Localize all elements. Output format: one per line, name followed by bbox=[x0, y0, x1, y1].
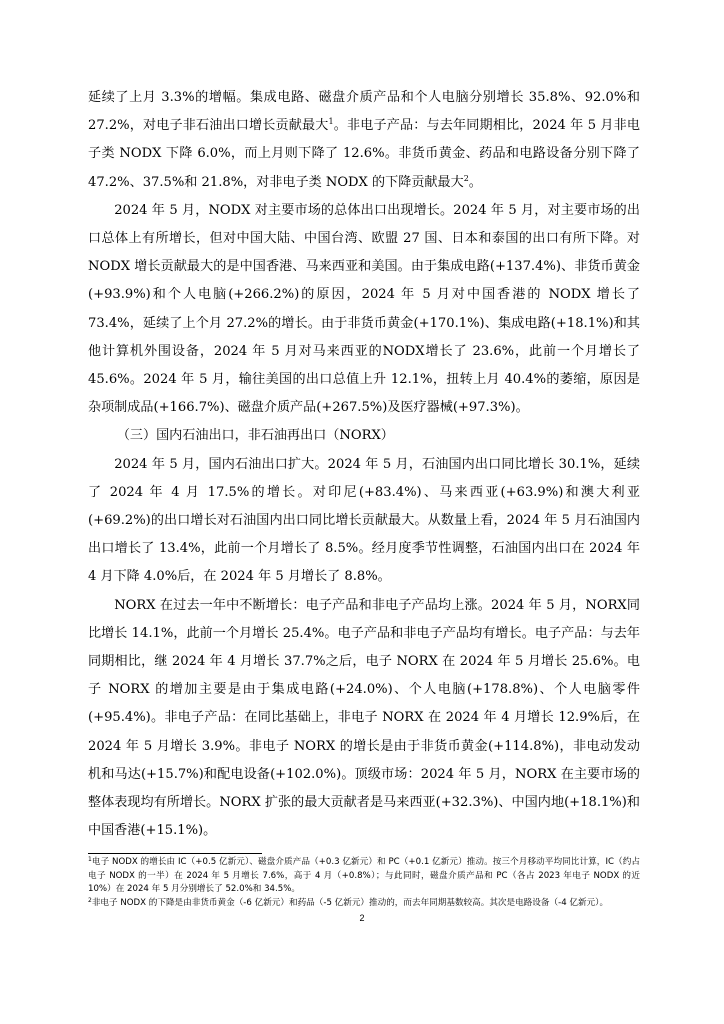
footnotes bbox=[88, 856, 640, 911]
page-number: 2 bbox=[359, 913, 365, 923]
paragraph-1: 延续了上月 3.3%的增幅。集成电路、磁盘介质产品和个人电脑分别增长 35.8%、92.0%和 27.2%，对电子非石油出口增长贡献最大$^1$。非电子产品：与去年同期相比，2024 年 5 月非电子类 NODX 下降 6.0%，而上月则下降了 12.6%。非货币黄金、药品和电路设备分别下降了 47.2%、37.5%和 21.8%，对非电子类 NODX 的下降贡献最大$^2$。 bbox=[88, 90, 640, 190]
paragraph-2: 2024 年 5 月，NODX 对主要市场的总体出口出现增长。2024 年 5 月，对主要市场的出口总体上有所增长，但对中国大陆、中国台湾、欧盟 27 国、日本和泰国的出口有所下降。对 NODX 增长贡献最大的是中国香港、马来西亚和美国。由于集成电路(+137.4%)、非货币黄金(+93.9%)和个人电脑(+266.2%)的原因，2024 年 5 月对中国香港的 NODX 增长了 73.4%，延续了上个月 27.2%的增长。由于非货币黄金(+170.1%)、集成电路(+18.1%)和其他计算机外围设备，2024 年 5 月对马来西亚的NODX增长了 23.6%，此前一个月增长了 45.6%。2024 年 5 月，输往美国的出口总值上升 12.1%，扭转上月 40.4%的萎缩，原因是杂项制成品(+166.7%)、磁盘介质产品(+267.5%)及医疗器械(+97.3%)。 bbox=[88, 202, 640, 416]
paragraph-4: NORX 在过去一年中不断增长：电子产品和非电子产品均上涨。2024 年 5 月，NORX同比增长 14.1%，此前一个月增长 25.4%。电子产品和非电子产品均有增长。电子产品：与去年同期相比，继 2024 年 4 月增长 37.7%之后，电子 NORX 在 2024 年 5 月增长 25.6%。电子 NORX 的增加主要是由于集成电路(+24.0%)、个人电脑(+178.8%)、个人电脑零件(+95.4%)。非电子产品：在同比基础上，非电子 NORX 在 2024 年 4 月增长 12.9%后，在 2024 年 5 月增长 3.9%。非电子 NORX 的增长是由于非货币黄金(+114.8%)，非电动发动机和马达(+15.7%)和配电设备(+102.0%)。顶级市场：2024 年 5 月，NORX 在主要市场的整体表现均有所增长。NORX 扩张的最大贡献者是马来西亚(+32.3%)、中国内地(+18.1%)和中国香港(+15.1%)。 bbox=[88, 597, 640, 839]
footnote-2: $^2$非电子 NODX 的下降是由非货币黄金（-6 亿新元）和药品（-5 亿新元）推动的，而去年同期基数较高。其次是电路设备（-4 亿新元）。 bbox=[88, 897, 609, 909]
paragraph-3: 2024 年 5 月，国内石油出口扩大。2024 年 5 月，石油国内出口同比增长 30.1%，延续了 2024 年 4 月 17.5%的增长。对印尼(+83.4%)、马来西亚(+63.9%)和澳大利亚(+69.2%)的出口增长对石油国内出口同比增长贡献最大。从数量上看，2024 年 5 月石油国内出口增长了 13.4%，此前一个月增长了 8.5%。经月度季节性调整，石油国内出口在 2024 年 4 月下降 4.0%后，在 2024 年 5 月增长了 8.8%。 bbox=[88, 456, 640, 585]
footnote-ref-2: 2 bbox=[463, 173, 469, 183]
body-text bbox=[88, 84, 640, 845]
footnote-1: $^1$电子 NODX 的增长由 IC（+0.5 亿新元）、磁盘介质产品（+0.3 亿新元）和 PC（+0.1 亿新元）推动。按三个月移动平均同比计算，IC（约占电子 NODX 的一半）在 2024 年 5 月增长 7.6%，高于 4 月（+0.8%）；与此同时，磁盘介质产品和 PC（各占 2023 年电子 NODX 的近 10%）在 2024 年 5 月分别增长了 52.0%和 34.5%。 bbox=[88, 856, 640, 895]
footnote-divider bbox=[88, 853, 262, 854]
section-heading: （三）国内石油出口，非石油再出口（NORX） bbox=[116, 428, 394, 444]
footnote-ref-1: 1 bbox=[328, 117, 334, 127]
